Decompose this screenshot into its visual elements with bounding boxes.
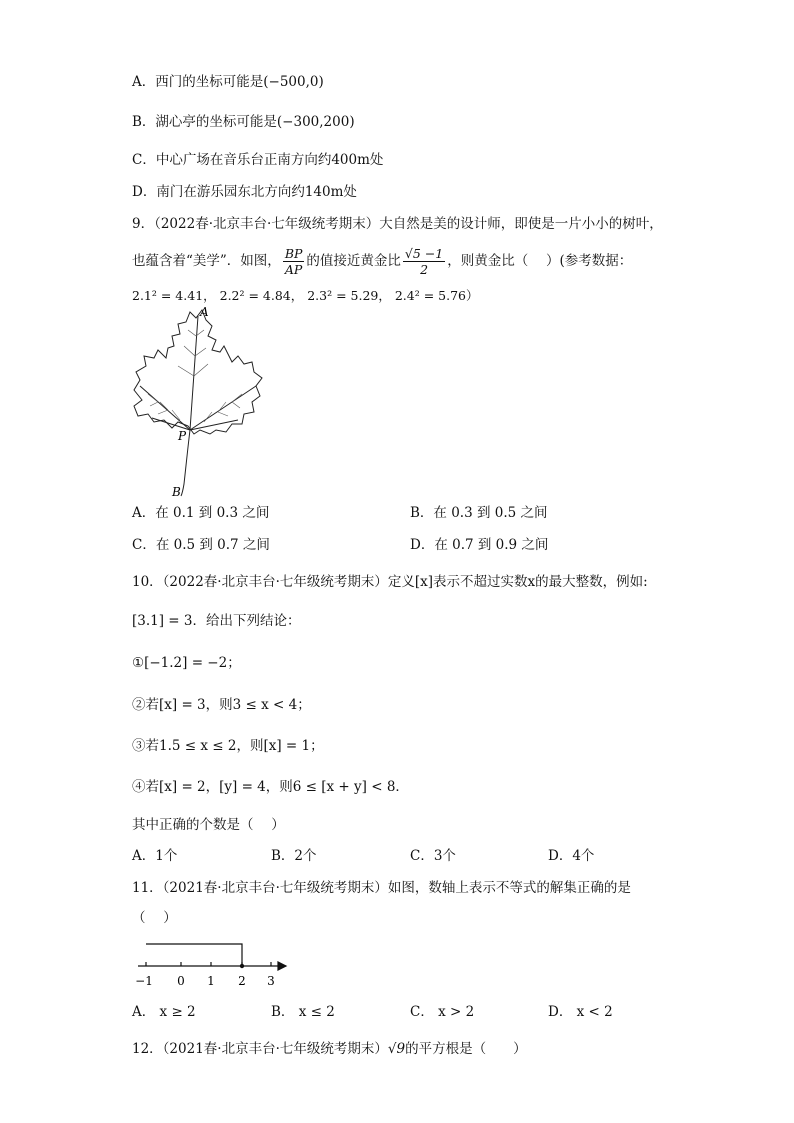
tick-label: 0 bbox=[177, 974, 185, 988]
q9-stem-line1: 9．（2022春·北京丰台·七年级统考期末）大自然是美的设计师，即使是一片小小的树叶， bbox=[132, 216, 663, 232]
q11-option-d: D． x < 2 bbox=[548, 1004, 613, 1020]
q10-stem-line1: 10．（2022春·北京丰台·七年级统考期末）定义[x]表示不超过实数x的最大整数，例如: bbox=[132, 574, 648, 590]
tick-label: 2 bbox=[238, 974, 246, 988]
q10-question: 其中正确的个数是（ ） bbox=[132, 817, 285, 833]
q9-option-a: A．在 0.1 到 0.3 之间 bbox=[132, 505, 270, 521]
q9-stem-line2-pre: 也蕴含着“美学”．如图， bbox=[132, 253, 281, 269]
fraction-denominator: AP bbox=[284, 262, 303, 277]
q10-statement-1: ①[−1.2] = −2； bbox=[132, 655, 241, 671]
tick-label: −1 bbox=[135, 974, 153, 988]
bp-ap-fraction bbox=[283, 246, 305, 277]
q10-statement-4: ④若[x] = 2，[y] = 4，则6 ≤ [x + y] < 8． bbox=[132, 779, 409, 795]
tick-label: 3 bbox=[267, 974, 275, 988]
fraction-denominator: 2 bbox=[420, 262, 429, 277]
q9-stem-line2 bbox=[132, 244, 632, 278]
q9-option-c: C．在 0.5 到 0.7 之间 bbox=[132, 537, 270, 553]
q10-statement-2: ②若[x] = 3，则3 ≤ x < 4； bbox=[132, 697, 311, 713]
q12-stem-pre: 12．（2021春·北京丰台·七年级统考期末） bbox=[132, 1041, 388, 1057]
q10-option-c: C．3个 bbox=[410, 848, 456, 864]
q11-option-c: C． x > 2 bbox=[410, 1004, 475, 1020]
q9-stem-line2-post: ，则黄金比（ ）(参考数据： bbox=[447, 253, 633, 269]
golden-ratio-fraction bbox=[403, 246, 445, 277]
axis-arrow bbox=[278, 962, 286, 970]
q9-stem-line2-mid: 的值接近黄金比 bbox=[306, 253, 401, 269]
leaf-midrib bbox=[190, 316, 198, 430]
leaf-label-p: P bbox=[178, 429, 187, 443]
q9-reference-data: 2.1² = 4.41， 2.2² = 4.84， 2.3² = 5.29， 2.4² = 5.76） bbox=[132, 288, 479, 303]
number-line-figure bbox=[134, 938, 299, 990]
q8-option-a: A．西门的坐标可能是(−500,0) bbox=[132, 74, 324, 90]
q8-option-d: D．南门在游乐园东北方向约140m处 bbox=[132, 184, 357, 200]
q11-stem-line2: （ ） bbox=[132, 910, 177, 926]
leaf-label-a: A bbox=[200, 306, 209, 319]
q8-option-b: B．湖心亭的坐标可能是(−300,200) bbox=[132, 114, 355, 130]
tick-label: 1 bbox=[207, 974, 215, 988]
fraction-numerator: BP bbox=[284, 246, 303, 261]
q10-option-b: B．2个 bbox=[271, 848, 317, 864]
q9-option-d: D．在 0.7 到 0.9 之间 bbox=[410, 537, 549, 553]
leaf-outline bbox=[134, 310, 262, 434]
fraction-numerator: √5 −1 bbox=[404, 246, 444, 261]
q11-stem-line1: 11．（2021春·北京丰台·七年级统考期末）如图，数轴上表示不等式的解集正确的是 bbox=[132, 880, 631, 896]
q11-option-b: B． x ≤ 2 bbox=[271, 1004, 335, 1020]
q8-option-c: C．中心广场在音乐台正南方向约400m处 bbox=[132, 152, 384, 168]
q10-statement-3: ③若1.5 ≤ x ≤ 2，则[x] = 1； bbox=[132, 738, 324, 754]
q10-option-d: D．4个 bbox=[548, 848, 595, 864]
sqrt-nine: √9 bbox=[387, 1041, 406, 1057]
solution-bracket bbox=[146, 944, 242, 966]
leaf-vein-left bbox=[140, 386, 190, 430]
q10-option-a: A．1个 bbox=[132, 848, 178, 864]
q12-stem-post: 的平方根是（ ） bbox=[405, 1041, 527, 1057]
q12-stem bbox=[132, 1039, 527, 1059]
q9-option-b: B．在 0.3 到 0.5 之间 bbox=[410, 505, 548, 521]
maple-leaf-figure bbox=[128, 306, 268, 501]
q11-option-a: A． x ≥ 2 bbox=[132, 1004, 196, 1020]
q10-stem-line2: [3.1] = 3．给出下列结论： bbox=[132, 613, 301, 629]
solid-endpoint-dot bbox=[240, 964, 244, 968]
leaf-label-b: B bbox=[172, 485, 181, 499]
